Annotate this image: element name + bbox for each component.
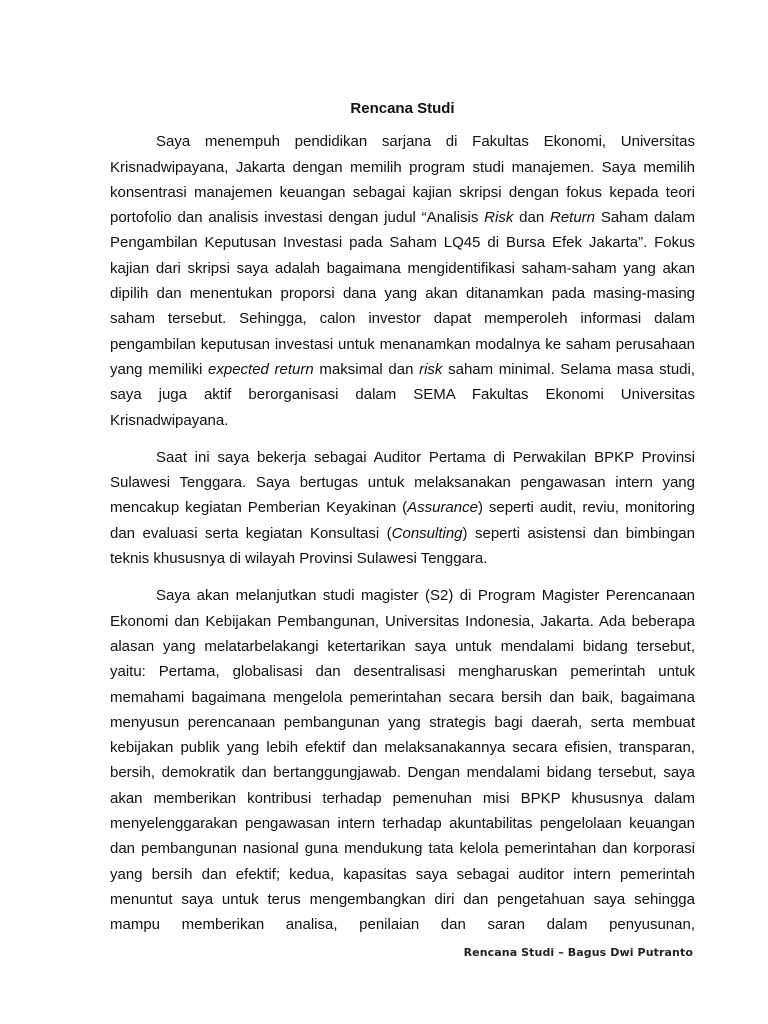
italic-term: Consulting (391, 524, 463, 542)
italic-term: Assurance (407, 499, 478, 517)
paragraph-education (110, 129, 695, 433)
text-run: dan (513, 209, 550, 227)
text-run: Saya akan melanjutkan studi magister (S2) di Program Magister Perencanaan Ekonomi dan Kebijakan Pembangunan, Universitas Indonesia, Jakarta. Ada beberapa alasan yang melatarbelakangi ketertarikan saya untuk mendalami bidang tersebut, yaitu: Pertama, globalisasi dan desentralisasi mengharuskan pemerintah untuk memahami bagaimana mengelola pemerintahan secara bersih dan baik, bagaimana menyusun perencanaan pembangunan yang strategis bagi daerah, serta membuat kebijakan publik yang lebih efektif dan melaksanakannya secara efisien, transparan, bersih, demokratik dan bertanggungjawab. Dengan mendalami bidang tersebut, saya akan memberikan kontribusi terhadap pemenuhan misi BPKP khususnya dalam menyelenggarakan pengawasan intern terhadap akuntabilitas pengelolaan keuangan dan pembangunan nasional guna mendukung tata kelola pemerintahan dan korporasi yang bersih dan efektif; kedua, kapasitas saya sebagai auditor intern pemerintah menuntut saya untuk terus mengembangkan diri dan pengetahuan saya sehingga mampu memberikan analisa, penilaian dan saran dalam penyusunan, (110, 587, 695, 934)
text-run: ) seperti asistensi dan bimbingan teknis khususnya di wilayah Provinsi Sulawesi Tenggara. (110, 524, 695, 568)
italic-term: Return (549, 209, 596, 227)
italic-term: expected return (208, 360, 314, 378)
text-run: Saya menempuh pendidikan sarjana di Fakultas Ekonomi, Universitas Krisnadwipayana, Jakarta dengan memilih program studi manajemen. Saya memilih konsentrasi manajemen keuangan sebagai kajian skripsi dengan fokus kepada teori portofolio dan analisis investasi dengan judul “Analisis (110, 133, 695, 227)
page-footer: Rencana Studi – Bagus Dwi Putranto (463, 946, 693, 959)
text-run: saham minimal. Selama masa studi, saya juga aktif berorganisasi dalam SEMA Fakultas Ekonomi Universitas Krisnadwipayana. (110, 360, 695, 429)
italic-term: Risk (484, 209, 514, 227)
text-run: ) seperti audit, reviu, monitoring dan evaluasi serta kegiatan Konsultasi ( (110, 499, 695, 542)
text-run: Saat ini saya bekerja sebagai Auditor Pertama di Perwakilan BPKP Provinsi Sulawesi Tenggara. Saya bertugas untuk melaksanakan pengawasan intern yang mencakup kegiatan Pemberian Keyakinan ( (110, 448, 695, 517)
document-page (110, 96, 695, 938)
paragraph-current-job (110, 445, 695, 571)
paragraph-study-plan (110, 583, 695, 937)
document-title: Rencana Studi (350, 100, 455, 117)
text-run: Saham dalam Pengambilan Keputusan Investasi pada Saham LQ45 di Bursa Efek Jakarta”. Fokus kajian dari skripsi saya adalah bagaimana mengidentifikasi saham-saham yang akan dipilih dan menentukan proporsi dana yang akan ditanamkan pada masing-masing saham tersebut. Sehingga, calon investor dapat memperoleh informasi dalam pengambilan keputusan investasi untuk menanamkan modalnya ke saham perusahaan yang memiliki (110, 209, 696, 378)
italic-term: risk (419, 360, 443, 378)
text-run: maksimal dan (313, 360, 420, 378)
